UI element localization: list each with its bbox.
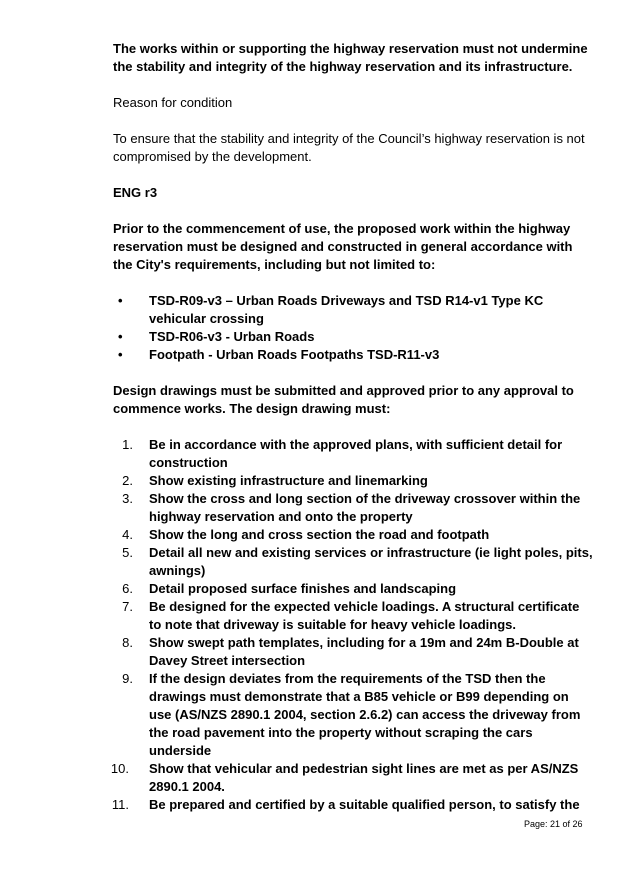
page-number-footer: Page: 21 of 26 [524,819,583,829]
bullet-icon: • [118,293,123,308]
numbered-item [113,598,593,634]
prior-paragraph: Prior to the commencement of use, the proposed work within the highway reservation must be designed and constructed in general accordance with the City's requirements, including but not limited to: [113,221,573,272]
numbered-item [113,436,593,472]
item-number: 4. [122,527,133,542]
item-number: 7. [122,599,133,614]
item-number: 6. [122,581,133,596]
numbered-item [113,544,593,580]
eng-heading: ENG r3 [113,185,158,200]
numbered-item [113,490,593,526]
bullet-item [113,328,593,346]
bullet-text: TSD-R09-v3 – Urban Roads Driveways and TSD R14-v1 Type KC vehicular crossing [149,293,544,326]
bullet-text: Footpath - Urban Roads Footpaths TSD-R11-v3 [149,347,440,362]
item-number: 1. [122,437,133,452]
intro-paragraph: The works within or supporting the highway reservation must not undermine the stability and integrity of the highway reservation and its infrastructure. [113,41,588,74]
item-text: Show that vehicular and pedestrian sight lines are met as per AS/NZS 2890.1 2004. [149,761,579,794]
item-text: Be prepared and certified by a suitable qualified person, to satisfy the [149,797,580,812]
item-text: If the design deviates from the requirements of the TSD then the drawings must demonstrate that a B85 vehicle or B99 depending on use (AS/NZS 2890.1 2004, section 2.6.2) can access the driveway from the road pavement into the property without scraping the cars underside [149,671,581,758]
item-number: 3. [122,491,133,506]
document-page [110,40,593,814]
bullet-item [113,346,593,364]
item-text: Be designed for the expected vehicle loadings. A structural certificate to note that driveway is suitable for heavy vehicle loadings. [149,599,580,632]
numbered-item [113,670,593,760]
requirements-bullet-list [113,292,593,364]
item-number: 5. [122,545,133,560]
numbered-item [113,796,593,814]
numbered-item [113,580,593,598]
item-number: 2. [122,473,133,488]
reason-paragraph: To ensure that the stability and integrity of the Council’s highway reservation is not compromised by the development. [113,131,585,164]
numbered-item [110,760,593,796]
item-text: Detail all new and existing services or infrastructure (ie light poles, pits, awnings) [149,545,593,578]
item-text: Show swept path templates, including for a 19m and 24m B-Double at Davey Street intersection [149,635,579,668]
bullet-text: TSD-R06-v3 - Urban Roads [149,329,315,344]
item-text: Detail proposed surface finishes and landscaping [149,581,457,596]
item-text: Be in accordance with the approved plans, with sufficient detail for construction [149,437,563,470]
item-text: Show the cross and long section of the driveway crossover within the highway reservation and onto the property [149,491,581,524]
design-paragraph: Design drawings must be submitted and approved prior to any approval to commence works. The design drawing must: [113,383,574,416]
item-number: 10. [110,761,129,776]
bullet-icon: • [118,347,123,362]
numbered-item [113,634,593,670]
numbered-item [113,526,593,544]
bullet-icon: • [118,329,123,344]
item-number: 11. [111,797,129,812]
bullet-item [113,292,593,328]
item-text: Show existing infrastructure and linemarking [149,473,428,488]
design-requirements-list [110,436,593,814]
item-number: 8. [122,635,133,650]
numbered-item [113,472,593,490]
item-number: 9. [122,671,133,686]
reason-heading: Reason for condition [113,95,233,110]
item-text: Show the long and cross section the road and footpath [149,527,490,542]
